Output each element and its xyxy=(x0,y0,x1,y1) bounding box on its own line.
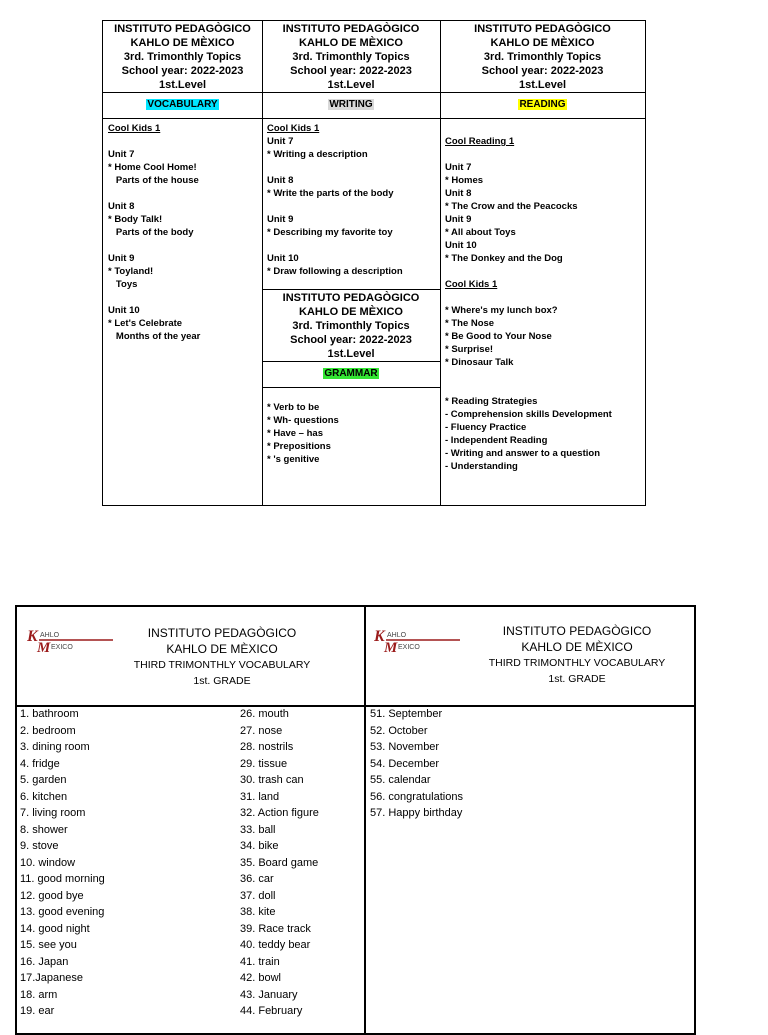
vocabulary-item: 9. stove xyxy=(20,840,59,852)
title-line: INSTITUTO PEDAGÒGICO xyxy=(502,624,652,638)
text-line: Unit 9 xyxy=(445,214,472,225)
vocabulary-item: 44. February xyxy=(240,1005,303,1017)
vocabulary-item: 15. see you xyxy=(20,939,77,951)
vocabulary-list-table xyxy=(15,605,696,1035)
text-line: * All about Toys xyxy=(445,227,516,238)
reading-column xyxy=(440,21,645,505)
header-line: INSTITUTO PEDAGÒGICO xyxy=(282,23,420,35)
text-line: - Understanding xyxy=(445,461,518,472)
vocabulary-item: 33. ball xyxy=(240,823,276,836)
vocabulary-item: 55. calendar xyxy=(370,774,431,786)
text-line: Unit 8 xyxy=(267,175,294,186)
text-line: - Independent Reading xyxy=(445,435,548,446)
vocabulary-item: 10. window xyxy=(20,856,76,869)
writing-content xyxy=(267,122,438,278)
vocabulary-item: 26. mouth xyxy=(240,708,289,720)
text-line: * Be Good to Your Nose xyxy=(445,331,552,342)
vocabulary-item: 8. shower xyxy=(20,823,68,836)
logo-word: EXICO xyxy=(398,644,420,651)
text-line xyxy=(267,161,438,174)
book-title: Cool Kids 1 xyxy=(267,123,320,134)
book-title: Cool Kids 1 xyxy=(108,123,161,134)
vocabulary-list-title xyxy=(472,623,682,687)
grammar-label-cell xyxy=(262,362,440,388)
vocabulary-item: 30. trash can xyxy=(240,774,304,786)
title-line: KAHLO DE MÈXICO xyxy=(521,640,633,654)
grammar-header xyxy=(262,289,440,362)
text-line xyxy=(445,369,643,382)
header-line: KAHLO DE MÈXICO xyxy=(490,37,595,49)
text-line xyxy=(267,200,438,213)
vocabulary-item: 35. Board game xyxy=(240,856,319,869)
text-line: Unit 10 xyxy=(445,240,477,251)
text-line: * The Donkey and the Dog xyxy=(445,253,563,264)
school-logo xyxy=(374,627,460,653)
text-line: * Homes xyxy=(445,175,484,186)
title-line: 1st. GRADE xyxy=(548,673,606,685)
vocabulary-item: 53. November xyxy=(370,741,440,753)
text-line: Months of the year xyxy=(108,331,201,342)
header-line: School year: 2022-2023 xyxy=(481,65,604,77)
text-line: * Prepositions xyxy=(267,441,331,452)
school-logo xyxy=(27,627,113,653)
vocabulary-list-col-3 xyxy=(370,706,463,822)
vocabulary-item: 56. congratulations xyxy=(370,790,463,803)
logo-word: AHLO xyxy=(387,632,407,639)
header-line: KAHLO DE MÈXICO xyxy=(299,306,403,318)
vocabulary-item: 43. January xyxy=(240,988,298,1001)
text-line: - Comprehension skills Development xyxy=(445,409,612,420)
vocabulary-item: 28. nostrils xyxy=(240,741,294,753)
text-line: * Draw following a description xyxy=(267,266,403,277)
vocabulary-item: 57. Happy birthday xyxy=(370,807,463,819)
text-line: * Write the parts of the body xyxy=(267,188,394,199)
title-line: THIRD TRIMONTHLY VOCABULARY xyxy=(133,659,311,671)
svg-text:K: K xyxy=(374,628,385,645)
vocabulary-item: 42. bowl xyxy=(240,972,281,984)
header-line: School year: 2022-2023 xyxy=(121,65,244,77)
vocabulary-item: 1. bathroom xyxy=(20,708,79,720)
vocabulary-item: 2. bedroom xyxy=(20,724,76,737)
vocabulary-item: 5. garden xyxy=(20,774,67,786)
text-line xyxy=(108,187,260,200)
vocabulary-item: 18. arm xyxy=(20,988,58,1001)
text-line: * The Crow and the Peacocks xyxy=(445,201,578,212)
text-line: * The Nose xyxy=(445,318,495,329)
vocabulary-item: 29. tissue xyxy=(240,757,288,770)
text-line: Unit 7 xyxy=(267,136,294,147)
header-line: 1st.Level xyxy=(158,79,207,91)
vocabulary-item: 27. nose xyxy=(240,724,283,737)
header-line: KAHLO DE MÈXICO xyxy=(299,37,403,49)
header-line: 3rd. Trimonthly Topics xyxy=(292,320,410,332)
reading-label: READING xyxy=(519,99,566,110)
vocabulary-item: 36. car xyxy=(240,873,274,885)
logo-word: EXICO xyxy=(51,644,73,651)
text-line xyxy=(108,135,260,148)
header-line: 3rd. Trimonthly Topics xyxy=(483,51,602,63)
text-line xyxy=(267,239,438,252)
text-line: * Verb to be xyxy=(267,402,320,413)
title-line: KAHLO DE MÈXICO xyxy=(166,642,278,656)
text-line: * Surprise! xyxy=(445,344,494,355)
text-line: - Fluency Practice xyxy=(445,422,527,433)
header-line: 1st.Level xyxy=(327,348,375,360)
text-line xyxy=(445,291,643,304)
vocabulary-item: 14. good night xyxy=(20,922,90,935)
title-line: THIRD TRIMONTHLY VOCABULARY xyxy=(488,657,666,669)
vocabulary-item: 12. good bye xyxy=(20,889,84,902)
text-line: - Writing and answer to a question xyxy=(445,448,601,459)
header-line: INSTITUTO PEDAGÒGICO xyxy=(282,292,420,304)
vocabulary-item: 7. living room xyxy=(20,807,86,819)
text-line: * Let's Celebrate xyxy=(108,318,183,329)
vocabulary-list-header xyxy=(17,607,694,707)
vocabulary-item: 16. Japan xyxy=(20,955,69,968)
logo-word: AHLO xyxy=(40,632,60,639)
grammar-content xyxy=(267,401,438,466)
text-line: Unit 8 xyxy=(108,201,135,212)
svg-text:K: K xyxy=(27,628,38,645)
vocabulary-item: 13. good evening xyxy=(20,906,105,918)
header-line: KAHLO DE MÈXICO xyxy=(130,37,235,49)
book-title: Cool Kids 1 xyxy=(445,279,498,290)
topics-header xyxy=(262,21,440,93)
header-line: School year: 2022-2023 xyxy=(290,334,412,346)
header-line: INSTITUTO PEDAGÒGICO xyxy=(114,23,251,35)
vocabulary-item: 3. dining room xyxy=(20,741,90,753)
vocabulary-item: 38. kite xyxy=(240,906,276,918)
text-line: Unit 7 xyxy=(108,149,135,160)
vocabulary-list-col-1 xyxy=(20,706,105,1020)
header-line: School year: 2022-2023 xyxy=(290,65,412,77)
title-line: INSTITUTO PEDAGÒGICO xyxy=(147,626,297,640)
text-line xyxy=(108,291,260,304)
reading-content xyxy=(445,135,643,473)
text-line: Parts of the house xyxy=(108,175,199,186)
topics-table xyxy=(102,20,646,506)
topics-header xyxy=(440,21,645,93)
topics-header xyxy=(103,21,262,93)
reading-label-cell xyxy=(440,93,645,119)
writing-label-cell xyxy=(262,93,440,119)
vocabulary-item: 39. Race track xyxy=(240,922,311,935)
header-line: INSTITUTO PEDAGÒGICO xyxy=(474,23,611,35)
text-line: * Home Cool Home! xyxy=(108,162,197,173)
text-line: * Describing my favorite toy xyxy=(267,227,393,238)
vocabulary-item: 52. October xyxy=(370,724,428,737)
text-line: * Where's my lunch box? xyxy=(445,305,558,316)
vocabulary-item: 6. kitchen xyxy=(20,790,68,803)
title-line: 1st. GRADE xyxy=(193,675,251,687)
text-line: * Body Talk! xyxy=(108,214,163,225)
text-line: * 's genitive xyxy=(267,454,320,465)
text-line xyxy=(445,148,643,161)
text-line xyxy=(108,239,260,252)
text-line xyxy=(445,382,643,395)
text-line: * Dinosaur Talk xyxy=(445,357,514,368)
text-line: * Have – has xyxy=(267,428,323,439)
text-line: Unit 10 xyxy=(267,253,299,264)
header-line: 1st.Level xyxy=(518,79,567,91)
header-line: 3rd. Trimonthly Topics xyxy=(123,51,242,63)
vocabulary-content xyxy=(108,122,260,343)
vocabulary-item: 31. land xyxy=(240,790,280,803)
text-line: Unit 9 xyxy=(108,253,135,264)
vocabulary-item: 41. train xyxy=(240,955,280,968)
header-line: 3rd. Trimonthly Topics xyxy=(292,51,410,63)
text-line: Toys xyxy=(108,279,138,290)
vocabulary-label-cell xyxy=(103,93,262,119)
vocabulary-list-col-2 xyxy=(240,706,319,1020)
vocabulary-item: 4. fridge xyxy=(20,757,60,770)
vocabulary-item: 32. Action figure xyxy=(240,807,319,819)
text-line: * Reading Strategies xyxy=(445,396,538,407)
writing-label: WRITING xyxy=(329,99,373,110)
text-line: Unit 8 xyxy=(445,188,472,199)
svg-text:M: M xyxy=(384,640,398,653)
book-title: Cool Reading 1 xyxy=(445,136,515,147)
vocabulary-item: 54. December xyxy=(370,757,440,770)
text-line: Parts of the body xyxy=(108,227,194,238)
text-line: Unit 10 xyxy=(108,305,140,316)
text-line: * Toyland! xyxy=(108,266,154,277)
text-line: Unit 9 xyxy=(267,214,294,225)
vocabulary-item: 17.Japanese xyxy=(20,972,83,984)
writing-column xyxy=(262,21,441,505)
vocabulary-item: 34. bike xyxy=(240,840,279,852)
svg-text:M: M xyxy=(37,640,51,653)
text-line: * Writing a description xyxy=(267,149,368,160)
vocabulary-column xyxy=(103,21,263,505)
grammar-label: GRAMMAR xyxy=(324,368,378,379)
header-line: 1st.Level xyxy=(327,79,375,91)
vocabulary-list-title xyxy=(122,625,322,689)
vocabulary-item: 19. ear xyxy=(20,1005,55,1017)
vocabulary-item: 51. September xyxy=(370,708,443,720)
vocabulary-item: 11. good morning xyxy=(20,873,105,885)
vocabulary-item: 40. teddy bear xyxy=(240,939,311,951)
text-line: Unit 7 xyxy=(445,162,472,173)
text-line xyxy=(445,265,643,278)
text-line: * Wh- questions xyxy=(267,415,339,426)
vocabulary-item: 37. doll xyxy=(240,889,276,902)
vocabulary-label: VOCABULARY xyxy=(147,99,218,110)
column-divider xyxy=(364,607,366,1033)
